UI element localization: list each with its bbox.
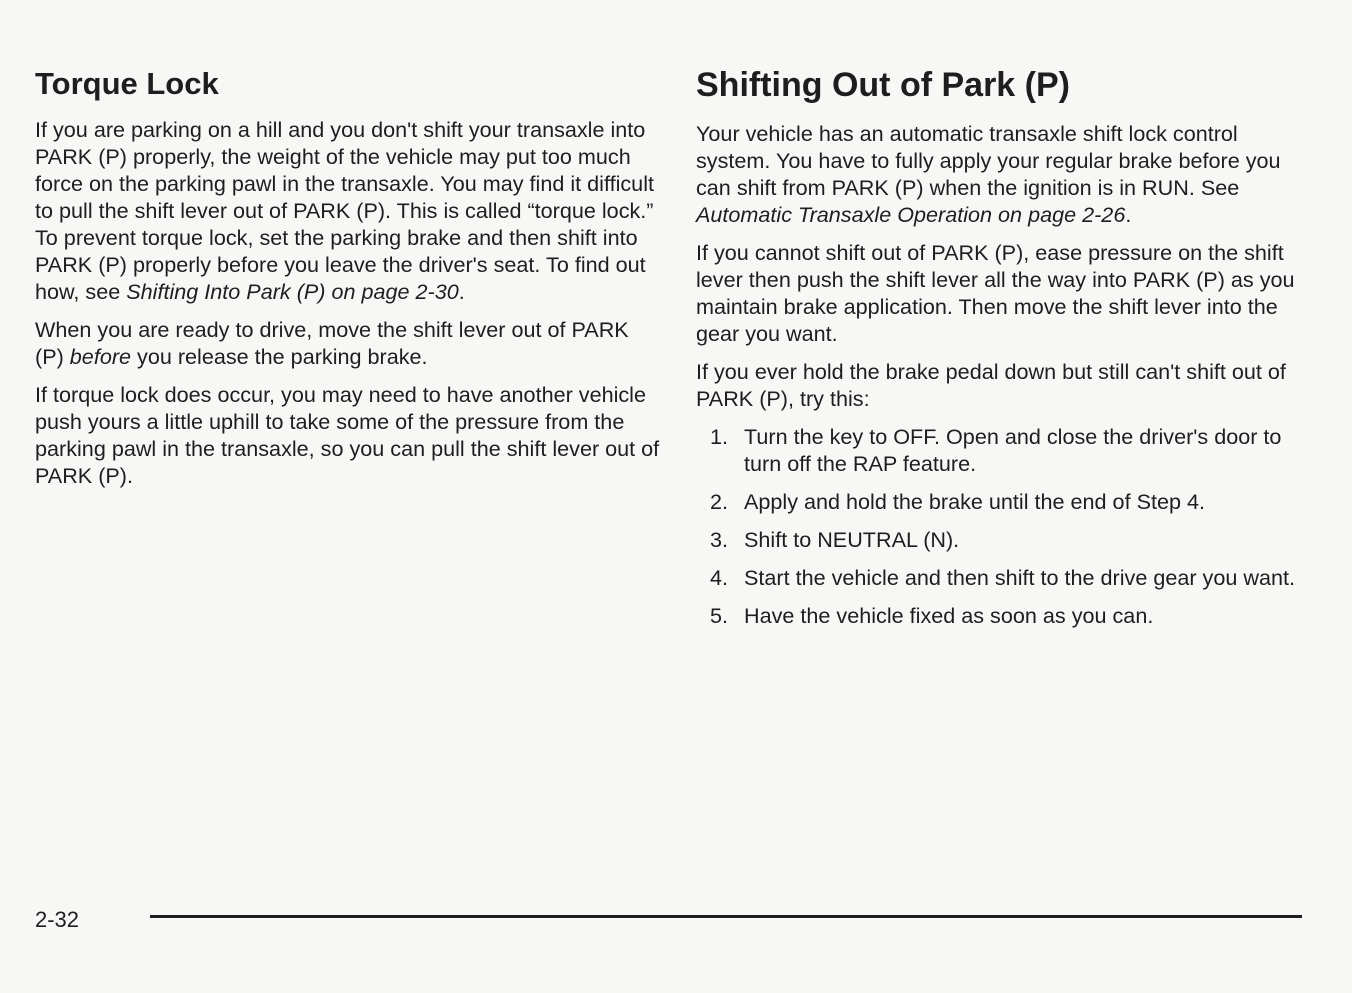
step-number: 3. [710, 527, 729, 552]
step-text: Turn the key to OFF. Open and close the driver's door to turn off the RAP feature. [744, 424, 1282, 476]
list-item [696, 423, 1306, 477]
cross-reference: Shifting Into Park (P) on page 2-30 [126, 279, 459, 304]
section-heading-torque-lock: Torque Lock [35, 66, 219, 101]
list-item [696, 602, 1306, 629]
paragraph: If torque lock does occur, you may need to have another vehicle push yours a little uphill to take some of the pressure from the parking pawl in the transaxle, so you can pull the shift lever out of PARK (P). [35, 382, 660, 488]
paragraph: If you ever hold the brake pedal down but still can't shift out of PARK (P), try this: [696, 359, 1286, 411]
step-number: 5. [710, 603, 729, 628]
paragraph-text: Your vehicle has an automatic transaxle shift lock control system. You have to fully apply your regular brake before you can shift from PARK (P) when the ignition is in RUN. See [696, 121, 1281, 200]
step-number: 1. [710, 424, 729, 449]
paragraph-end: . [1125, 202, 1132, 227]
step-text: Have the vehicle fixed as soon as you can. [744, 603, 1154, 628]
paragraph: If you cannot shift out of PARK (P), ease pressure on the shift lever then push the shift lever all the way into PARK (P) as you maintain brake application. Then move the shift lever into the gear you want. [696, 240, 1295, 346]
left-column [35, 64, 660, 500]
paragraph-text: When you are ready to drive, move the shift lever out of PARK (P) [35, 317, 629, 369]
paragraph: If you are parking on a hill and you don't shift your transaxle into PARK (P) properly, the weight of the vehicle may put too much force on the parking pawl in the transaxle. You may find it difficult to pull the shift lever out of PARK (P). This is called “torque lock.” [35, 117, 654, 223]
emphasis: before [69, 344, 132, 369]
footer-divider [150, 915, 1302, 918]
paragraph-text: you release the parking brake. [131, 344, 428, 369]
right-column [696, 64, 1306, 640]
steps-list [696, 423, 1306, 629]
step-text: Start the vehicle and then shift to the drive gear you want. [744, 565, 1295, 590]
list-item [696, 564, 1306, 591]
step-number: 4. [710, 565, 729, 590]
section-heading-shifting-out-of-park: Shifting Out of Park (P) [696, 66, 1070, 104]
paragraph [35, 316, 660, 370]
paragraph [35, 224, 660, 305]
list-item [696, 526, 1306, 553]
cross-reference: Automatic Transaxle Operation on page 2-26 [696, 202, 1126, 227]
step-text: Apply and hold the brake until the end of Step 4. [744, 489, 1205, 514]
step-number: 2. [710, 489, 729, 514]
paragraph-end: . [458, 279, 465, 304]
step-text: Shift to NEUTRAL (N). [744, 527, 960, 552]
list-item [696, 488, 1306, 515]
page-number: 2-32 [35, 907, 80, 932]
paragraph [696, 120, 1306, 228]
paragraph-text: To prevent torque lock, set the parking brake and then shift into PARK (P) properly before you leave the driver's seat. To find out how, see [35, 225, 646, 304]
